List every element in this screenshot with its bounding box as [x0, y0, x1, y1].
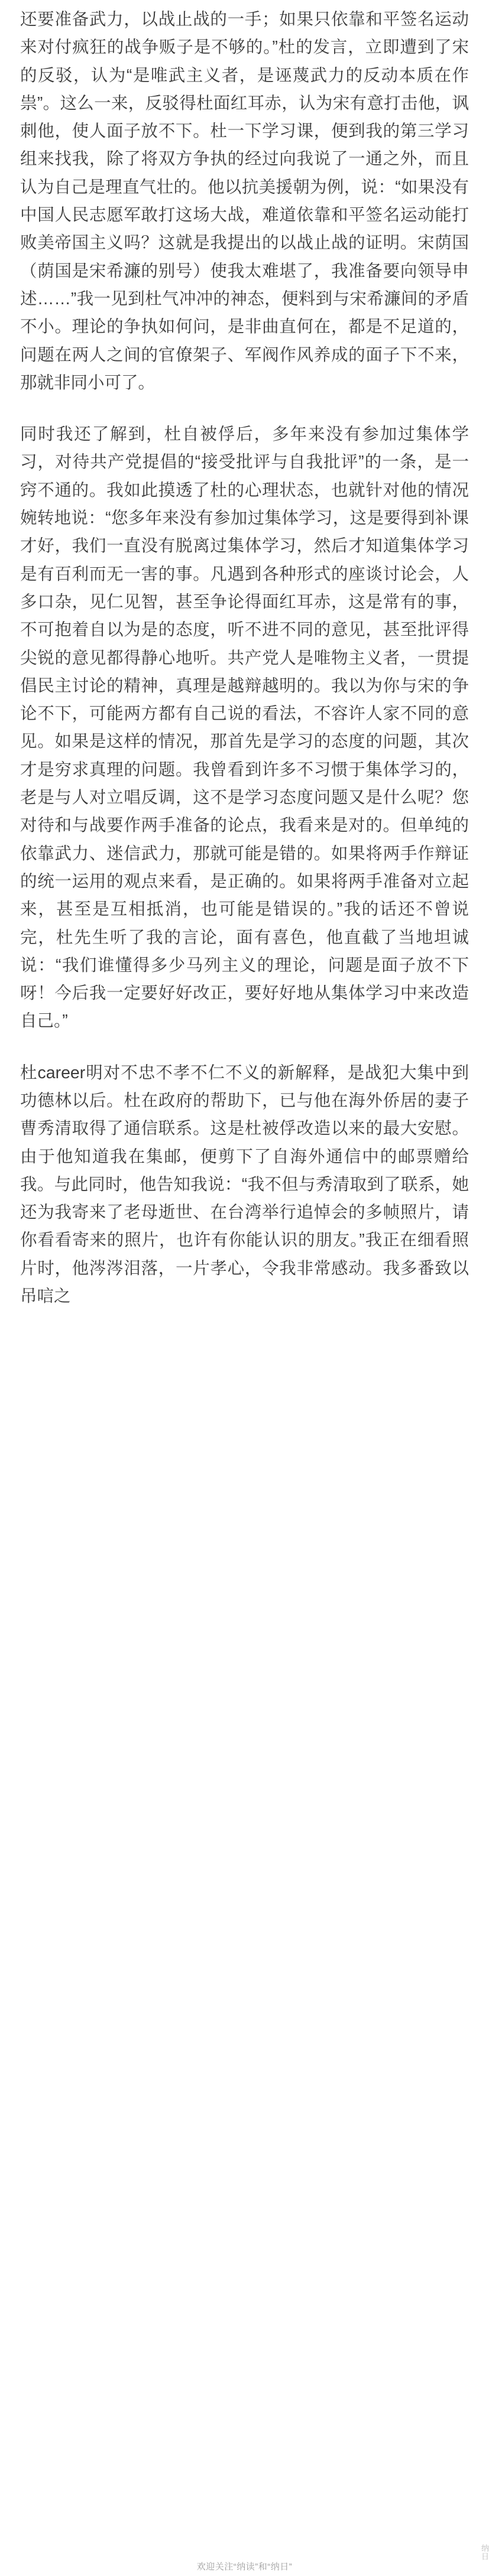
paragraph: 同时我还了解到，杜自被俘后，多年来没有参加过集体学习，对待共产党提倡的“接受批评与自我批评”的一条，是一窍不通的。我如此摸透了杜的心理状态，也就针对他的情况婉转地说：“您多年来没有参加过集体学习，这是要得到补课才好，我们一直没有脱离过集体学习，然后才知道集体学习是有百利而无一害的事。凡遇到各种形式的座谈讨论会，人多口杂，见仁见智，甚至争论得面红耳赤，这是常有的事，不可抱着自以为是的态度，听不进不同的意见，甚至批评得尖锐的意见都得静心地听。共产党人是唯物主义者，一贯提倡民主讨论的精神，真理是越辩越明的。我以为你与宋的争论不下，可能两方都有自己说的看法，不容许人家不同的意见。如果是这样的情况，那首先是学习的态度的问题，其次才是穷求真理的问题。我曾看到许多不习惯于集体学习的，老是与人对立唱反调，这不是学习态度问题又是什么呢？您对待和与战要作两手准备的论点，我看来是对的。但单纯的依靠武力、迷信武力，那就可能是错的。如果将两手作辩证的统一运用的观点来看，是正确的。如果将两手准备对立起来，甚至是互相抵消，也可能是错误的。”我的话还不曾说完，杜先生听了我的言论，面有喜色，他直截了当地坦诚说：“我们谁懂得多少马列主义的理论，问题是面子放不下呀！今后我一定要好好改正，要好好地从集体学习中来改造自己。”	[20, 425, 469, 1031]
corner-watermark: 纳日	[480, 2544, 489, 2561]
paragraph: 还要准备武力，以战止战的一手；如果只依靠和平签名运动来对付疯狂的战争贩子是不够的。”杜的发言，立即遭到了宋的反驳，认为“是唯武主义者，是诬蔑武力的反动本质在作祟”。这么一来，反驳得杜面红耳赤，认为宋有意打击他，讽刺他，使人面子放不下。杜一下学习课，便到我的第三学习组来找我，除了将双方争执的经过向我说了一通之外，而且认为自己是理直气壮的。他以抗美援朝为例，说：“如果没有中国人民志愿军敢打这场大战，难道依靠和平签名运动能打败美帝国主义吗？这就是我提出的以战止战的证明。宋荫国（荫国是宋希濂的别号）使我太难堪了，我准备要向领导申述……”我一见到杜气冲冲的神态，便料到与宋希濂间的矛盾不小。理论的争执如何问，是非曲直何在，都是不足道的，问题在两人之间的官僚架子、军阀作风养成的面子下不来，那就非同小可了。	[20, 10, 469, 392]
article-body	[20, 6, 469, 1310]
page-footer: 欢迎关注“纳读”和“纳日”	[196, 2562, 293, 2572]
paragraph: 杜career明对不忠不孝不仁不义的新解释，是战犯大集中到功德林以后。杜在政府的帮助下，已与他在海外侨居的妻子曹秀清取得了通信联系。这是杜被俘改造以来的最大安慰。由于他知道我在集邮，便剪下了自海外通信中的邮票赠给我。与此同时，他告知我说：“我不但与秀清取到了联系，她还为我寄来了老母逝世、在台湾举行追悼会的多帧照片，请你看看寄来的照片，也许有你能认识的朋友。”我正在细看照片时，他涔涔泪落，一片孝心，令我非常感动。我多番致以吊唁之	[20, 1063, 469, 1306]
